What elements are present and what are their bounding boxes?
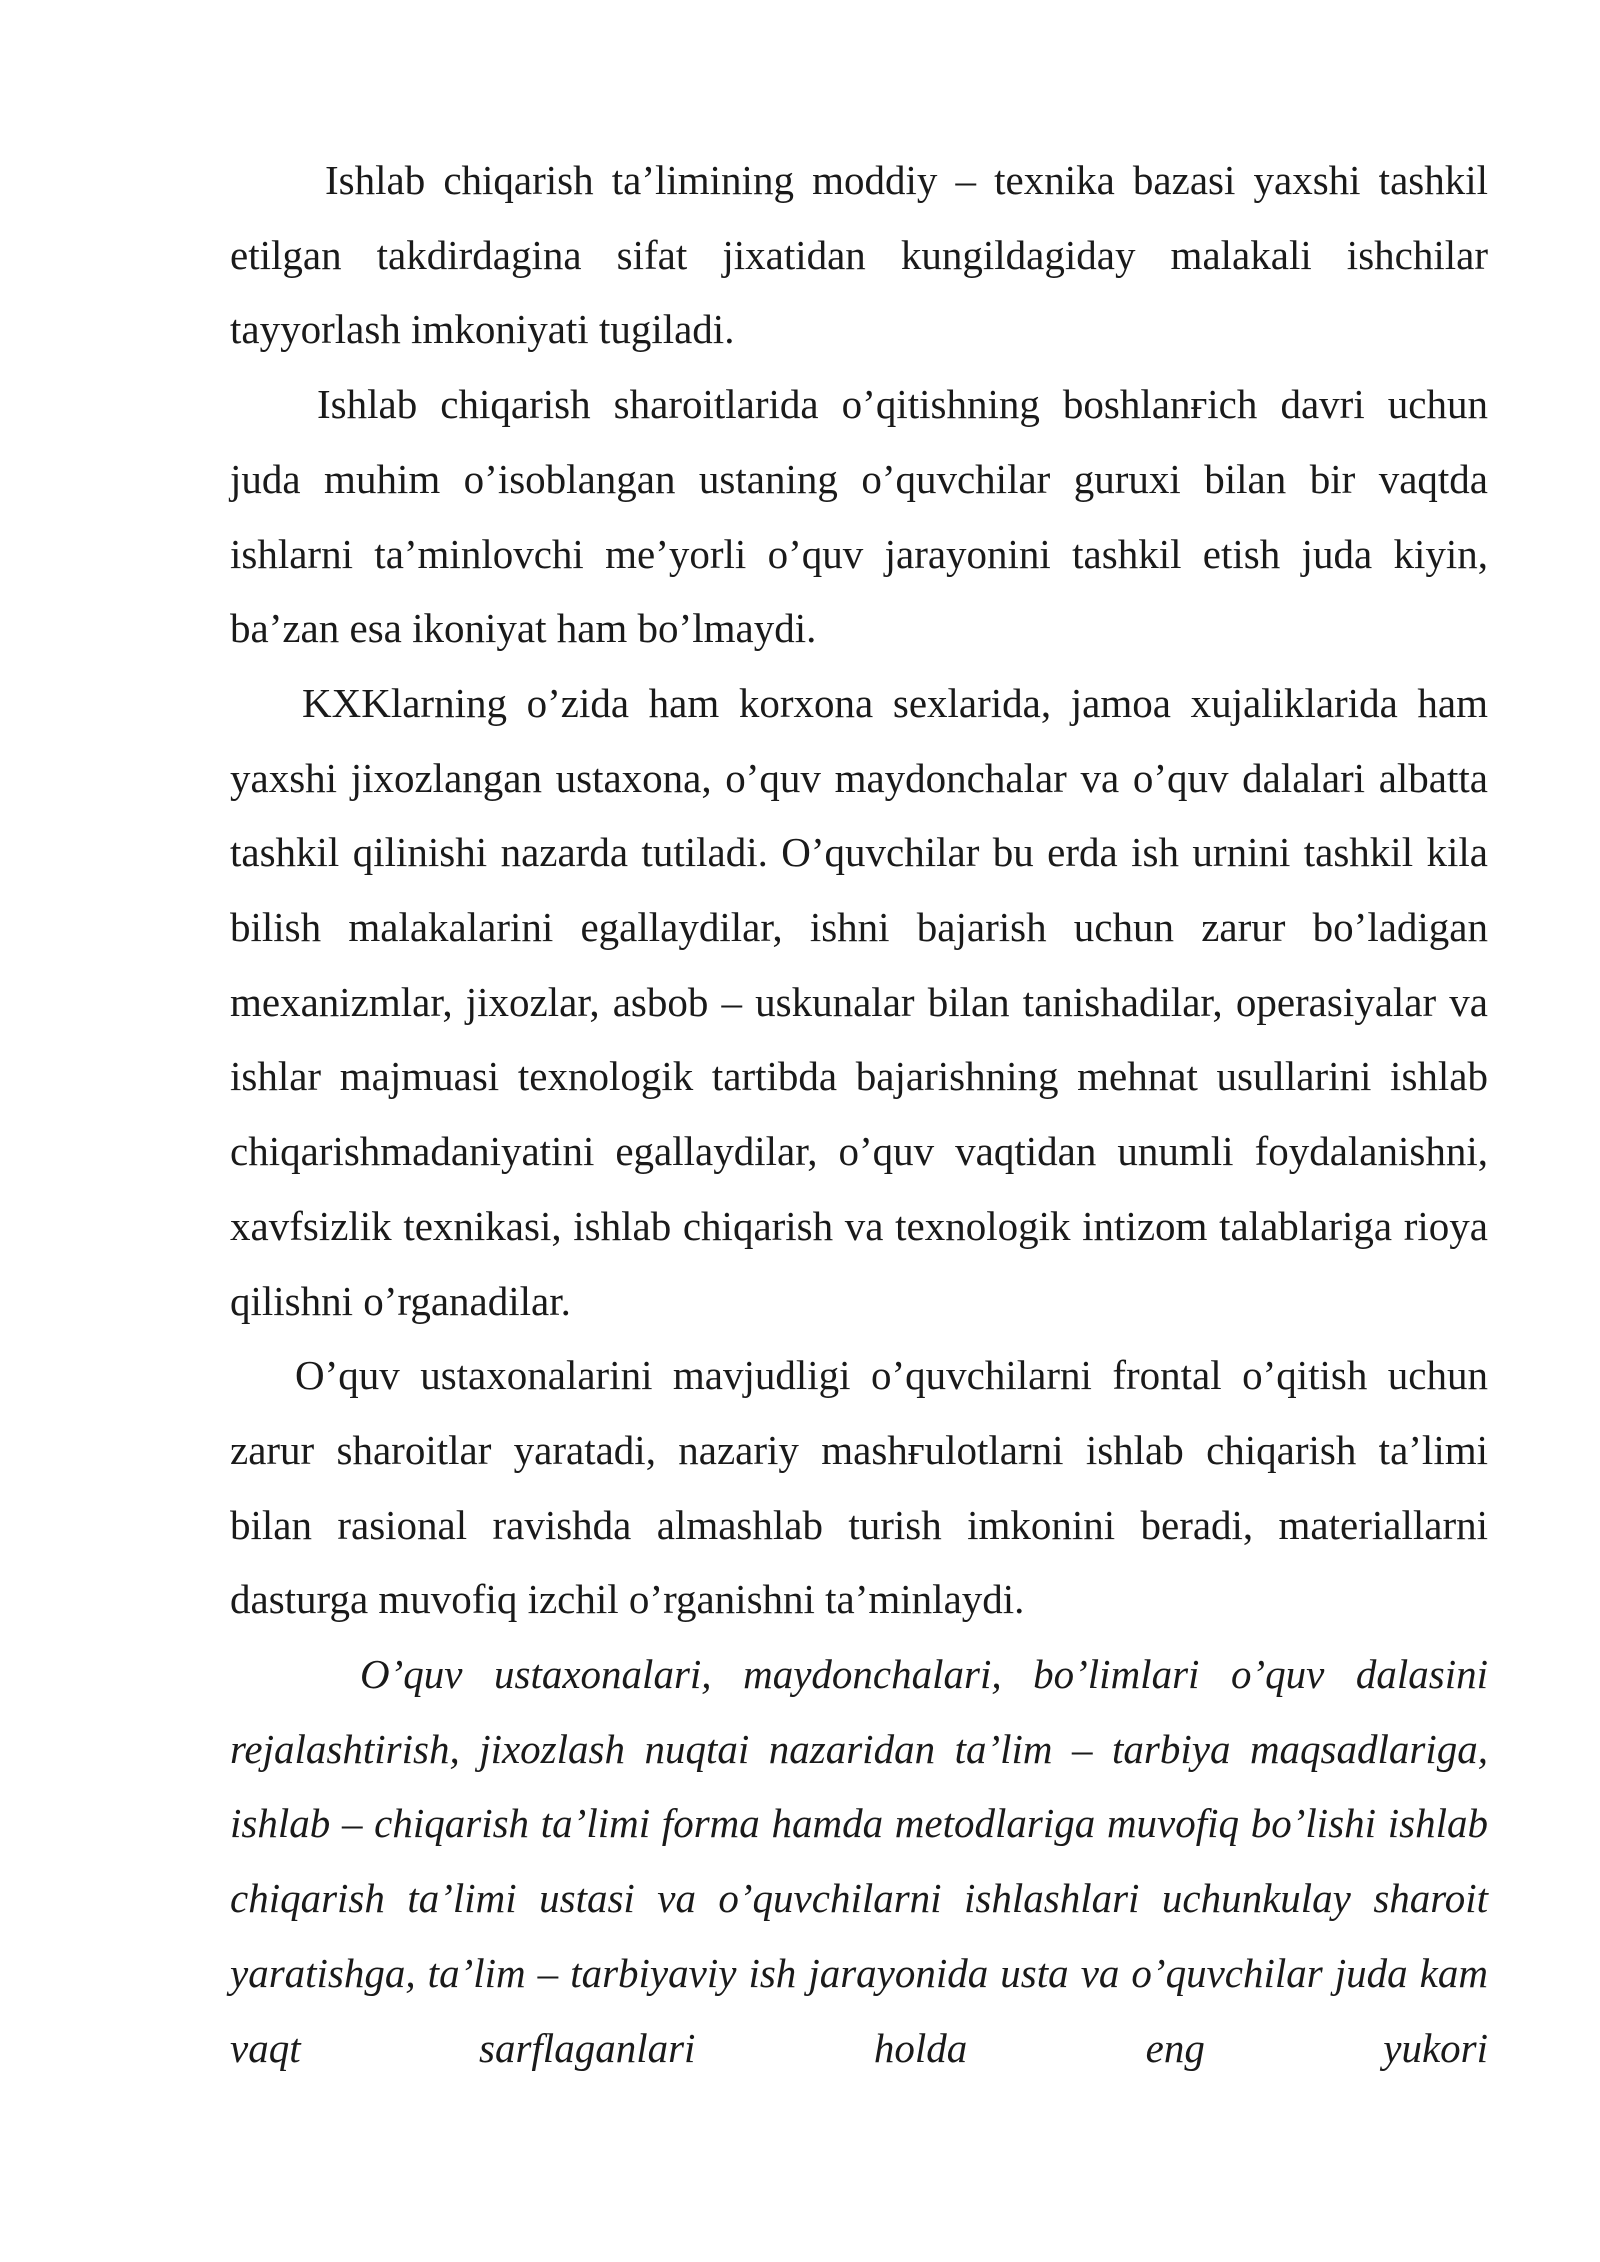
paragraph-3: KXKlarning o’zida ham korxona sexlarida, jamoa xujaliklarida ham yaxshi jixozlangan ustaxona, o’quv maydonchalar va o’quv dalalari albatta tashkil qilinishi nazarda tutiladi. O’quvchilar bu erda ish urnini tashkil kila bilish malakalarini egallaydilar, ishni bajarish uchun zarur bo’ladigan mexanizmlar, jixozlar, asbob – uskunalar bilan tanishadilar, operasiyalar va ishlar majmuasi texnologik tartibda bajarishning mehnat usullarini ishlab chiqarishmadaniyatini egallaydilar, o’quv vaqtidan unumli foydalanishni, xavfsizlik texnikasi, ishlab chiqarish va texnologik intizom talablariga rioya qilishni o’rganadilar. (230, 679, 1488, 1324)
paragraph-1: Ishlab chiqarish ta’limining moddiy – texnika bazasi yaxshi tashkil etilgan takdirdagina sifat jixatidan kungildagiday malakali ishchilar tayyorlash imkoniyati tugiladi. (230, 157, 1488, 353)
paragraph-5-italic: O’quv ustaxonalari, maydonchalari, bo’limlari o’quv dalasini rejalashtirish, jixozlash nuqtai nazaridan ta’lim – tarbiya maqsadlariga, ishlab – chiqarish ta’limi forma hamda metodlariga muvofiq bo’lishi ishlab chiqarish ta’limi ustasi va o’quvchilarni ishlashlari uchunkulay sharoit yaratishga, ta’lim – tarbiyaviy ish jarayonida usta va o’quvchilar juda kam vaqt sarflaganlari holda eng yukori (230, 1651, 1488, 2071)
paragraph-2: Ishlab chiqarish sharoitlarida o’qitishning boshlanғich davri uchun juda muhim o’isoblangan ustaning o’quvchilar guruxi bilan bir vaqtda ishlarni ta’minlovchi me’yorli o’quv jarayonini tashkil etish juda kiyin, ba’zan esa ikoniyat ham bo’lmaydi. (230, 381, 1488, 652)
paragraph-4: O’quv ustaxonalarini mavjudligi o’quvchilarni frontal o’qitish uchun zarur sharoitlar yaratadi, nazariy mashғulotlarni ishlab chiqarish ta’limi bilan rasional ravishda almashlab turish imkonini beradi, materiallarni dasturga muvofiq izchil o’rganishni ta’minlaydi. (230, 1352, 1488, 1623)
document-body (230, 143, 1488, 2085)
